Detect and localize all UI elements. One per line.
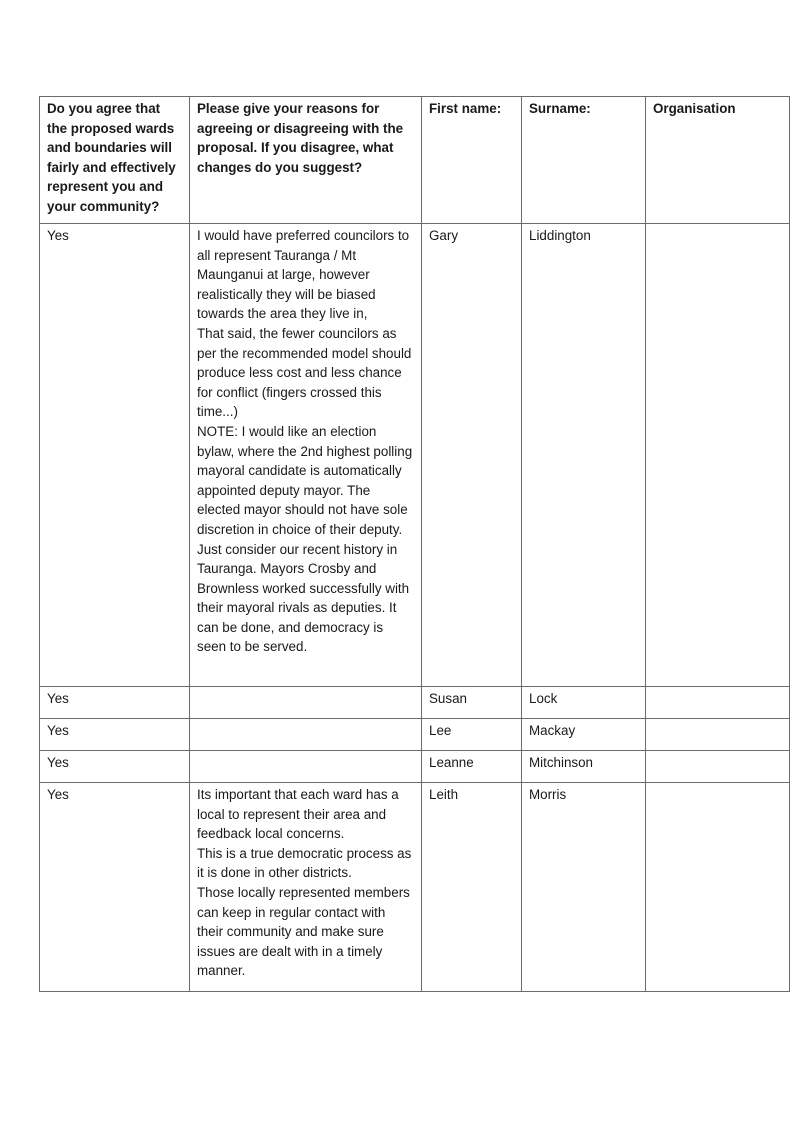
cell-reasons [190,687,422,719]
reason-text: Just consider our recent history in Tauranga. Mayors Crosby and Brownless worked successfully with their mayoral rivals as deputies. It can be done, and democracy is seen to be served. [197,541,410,655]
header-reasons: Please give your reasons for agreeing or disagreeing with the proposal. If you disagree, what changes do you suggest? [190,97,422,224]
header-agree: Do you agree that the proposed wards and boundaries will fairly and effectively represent you and your community? [40,97,190,224]
cell-agree: Yes [40,783,190,992]
reason-text: This is a true democratic process as it is done in other districts. [197,845,412,881]
cell-organisation [646,719,790,751]
cell-agree: Yes [40,687,190,719]
cell-reasons [190,719,422,751]
reason-text: I would have preferred councilors to all represent Tauranga / Mt Maunganui at large, however realistically they will be biased towards the area they live in, [197,228,410,322]
cell-agree: Yes [40,751,190,783]
cell-first-name: Susan [422,687,522,719]
cell-surname: Mackay [522,719,646,751]
cell-surname: Liddington [522,224,646,687]
cell-first-name: Leanne [422,751,522,783]
reason-text: Its important that each ward has a local to represent their area and feedback local concerns. [197,787,399,842]
cell-reasons [190,783,422,992]
reason-text: That said, the fewer councilors as per the recommended model should produce less cost and less chance for conflict (fingers crossed this time...) [197,325,412,420]
cell-organisation [646,751,790,783]
cell-reasons [190,224,422,687]
submissions-table [39,96,790,992]
cell-first-name: Lee [422,719,522,751]
table-header-row [40,97,790,224]
cell-first-name: Leith [422,783,522,992]
table-row [40,687,790,719]
cell-surname: Lock [522,687,646,719]
cell-organisation [646,783,790,992]
cell-first-name: Gary [422,224,522,687]
reason-text: NOTE: I would like an election bylaw, where the 2nd highest polling mayoral candidate is automatically appointed deputy mayor. The elected mayor should not have sole discretion in choice of their deputy. [197,423,413,537]
cell-surname: Morris [522,783,646,992]
cell-reasons [190,751,422,783]
cell-organisation [646,687,790,719]
header-first-name: First name: [422,97,522,224]
header-organisation: Organisation [646,97,790,224]
cell-agree: Yes [40,224,190,687]
reason-text: Those locally represented members can keep in regular contact with their community and make sure issues are dealt with in a timely manner. [197,884,410,979]
cell-surname: Mitchinson [522,751,646,783]
cell-agree: Yes [40,719,190,751]
table-row [40,224,790,687]
table-row [40,751,790,783]
table-row [40,783,790,992]
header-surname: Surname: [522,97,646,224]
table-row [40,719,790,751]
cell-organisation [646,224,790,687]
